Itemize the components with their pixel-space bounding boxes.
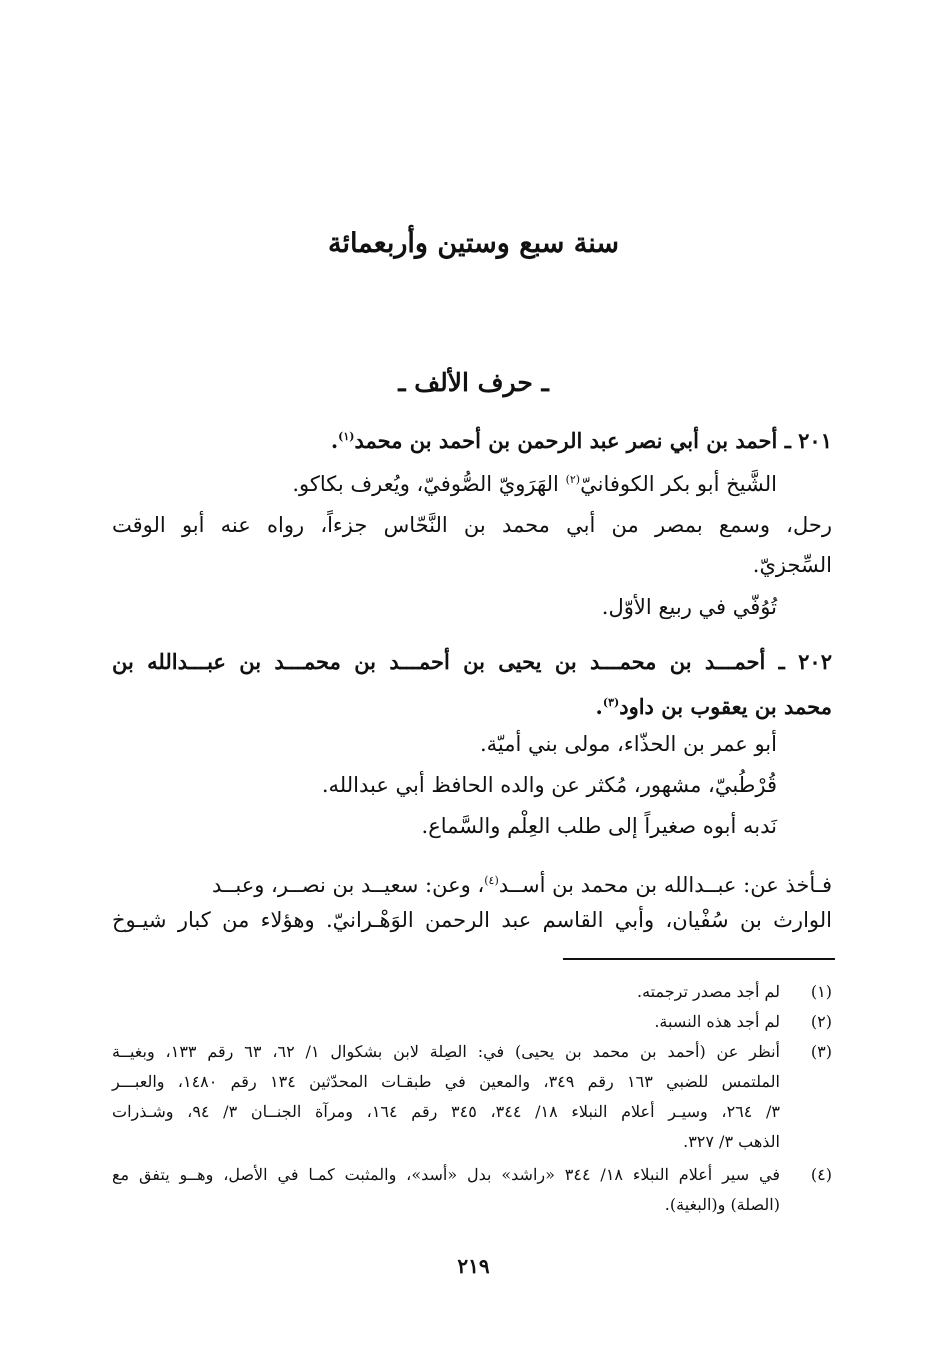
footnote-3-line-4: الذهب ٣/ ٣٢٧. — [683, 1132, 780, 1151]
entry-202-line-4-b: ، وعن: سعيــد بن نصــر، وعبــد — [212, 873, 485, 897]
page-number: ٢١٩ — [457, 1254, 490, 1278]
entry-202-name-line-1: ٢٠٢ ـ أحمـــد بن محمـــد بن يحيى بن أحمـــد بن محمـــد بن عبـــدالله بن — [112, 649, 832, 674]
entry-202-line-3: نَدبه أبوه صغيراً إلى طلب العِلْم والسَّماع. — [421, 814, 777, 838]
entry-202-name-line-2 — [112, 688, 832, 722]
footnote-ref-1[interactable]: (١) — [338, 430, 355, 443]
footnote-4-number: (٤) — [810, 1165, 832, 1184]
entry-201-name-text: ٢٠١ ـ أحمد بن أبي نصر عبد الرحمن بن أحمد بن محمد — [354, 428, 832, 453]
footnote-ref-2[interactable]: (٢) — [565, 473, 581, 486]
footnote-3 — [112, 1037, 832, 1157]
footnote-4-line-2: (الصلة) و(البغية). — [664, 1195, 780, 1214]
entry-201-kunya-a: الشَّيخ أبو بكر الكوفانيّ — [580, 472, 777, 496]
footnote-2-number: (٢) — [810, 1012, 832, 1031]
entry-201-bio-line-1: رحل، وسمع بمصر من أبي محمد بن النَّحّاس جزءاً، رواه عنه أبو الوقت — [112, 513, 832, 537]
entry-202-line-5: الوارث بن سُفْيان، وأبي القاسم عبد الرحمن الوَهْـرانيّ. وهؤلاء من كبار شيـوخ — [112, 908, 832, 932]
footnote-2-text: لم أجد هذه النسبة. — [654, 1012, 780, 1031]
footnote-3-line-3: ٣/ ٢٦٤، وسيـر أعلام النبلاء ١٨/ ٣٤٤، ٣٤٥ رقم ١٦٤، ومرآة الجنــان ٣/ ٩٤، وشـذرات — [112, 1102, 781, 1121]
footnote-4-line-1: في سير أعلام النبلاء ١٨/ ٣٤٤ «راشد» بدل «أسد»، والمثبت كمـا في الأصل، وهــو يتفق مع — [112, 1165, 781, 1184]
footnote-1-number: (١) — [810, 982, 832, 1001]
entry-202-line-1: أبو عمر بن الحذّاء، مولى بني أميّة. — [479, 732, 777, 756]
entry-202-line-4-a: فـأخذ عن: عبــدالله بن محمد بن أســد — [498, 873, 832, 897]
entry-202-name-end: . — [595, 694, 603, 719]
footnote-3-line-2: الملتمس للضبي ١٦٣ رقم ٣٤٩، والمعين في طبقـات المحدّثين ١٣٤ رقم ١٤٨٠، والعبـــر — [112, 1072, 780, 1091]
entry-202-name-text: محمد بن يعقوب بن داود — [619, 694, 832, 719]
entry-201-death: تُوُفّي في ربيع الأوّل. — [601, 595, 777, 619]
footnote-1-text: لم أجد مصدر ترجمته. — [637, 982, 780, 1001]
footnote-1 — [112, 977, 832, 1007]
footnote-divider — [563, 958, 835, 960]
footnote-3-line-1: أنظر عن (أحمد بن محمد بن يحيى) في: الصِلة لابن بشكوال ١/ ٦٢، ٦٣ رقم ١٣٣، وبغيــة — [112, 1042, 781, 1061]
year-heading: سنة سبع وستين وأربعمائة — [327, 228, 620, 259]
entry-201-kunya-b: الهَرَويّ الصُّوفيّ، ويُعرف بكاكو. — [292, 472, 566, 496]
entry-201-name — [112, 422, 832, 456]
footnote-ref-3[interactable]: (٣) — [602, 696, 620, 709]
section-heading: ـ حرف الألف ـ — [398, 368, 549, 397]
entry-202-line-2: قُرْطُبيّ، مشهور، مُكثر عن والده الحافظ أبي عبدالله. — [321, 773, 777, 797]
entry-201-bio-line-2: السِّجزيّ. — [752, 553, 832, 577]
entry-202-line-4 — [112, 866, 832, 900]
entry-201-kunya — [112, 465, 777, 499]
footnote-4 — [112, 1160, 832, 1220]
footnote-2 — [112, 1007, 832, 1037]
entry-201-name-end: . — [330, 428, 339, 453]
footnote-3-number: (٣) — [810, 1042, 832, 1061]
footnote-ref-4[interactable]: (٤) — [484, 874, 499, 887]
